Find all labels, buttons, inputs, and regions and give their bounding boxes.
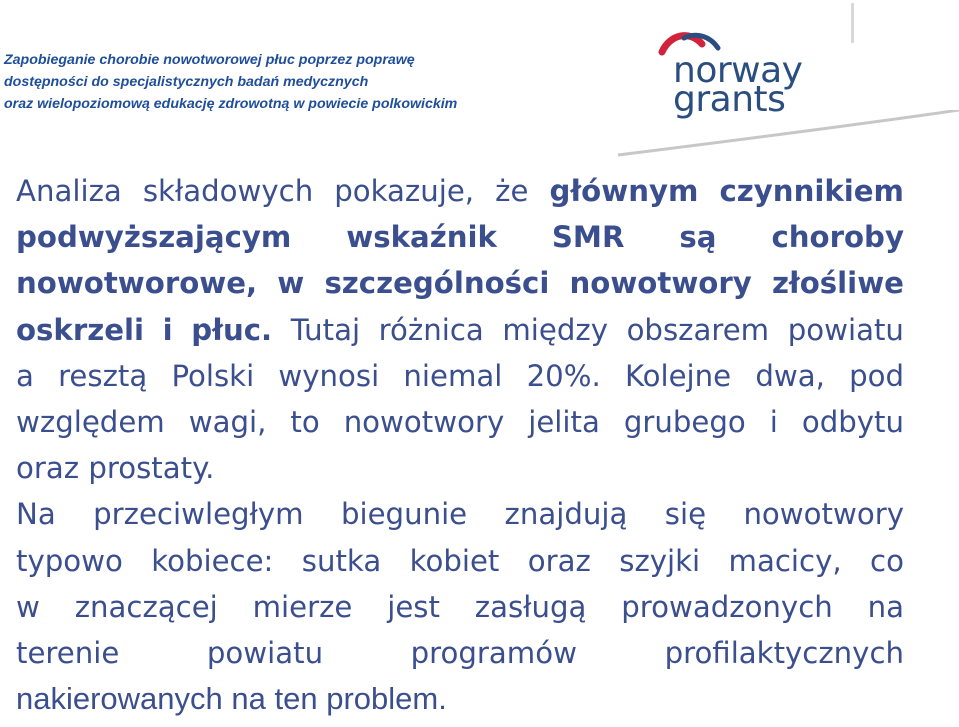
word: przeciwległym bbox=[93, 497, 304, 532]
word: wagi, bbox=[188, 405, 267, 440]
project-title-line: dostępności do specjalistycznych badań medycznych bbox=[4, 74, 369, 90]
word: że bbox=[495, 174, 529, 208]
word: oraz prostaty. bbox=[16, 451, 215, 486]
word: Kolejne bbox=[624, 358, 732, 393]
word: nowotwory bbox=[743, 497, 904, 532]
bold-word: SMR bbox=[551, 220, 625, 255]
word: kobiece: bbox=[151, 543, 274, 578]
bold-word: złośliwe bbox=[771, 266, 904, 301]
word: się bbox=[664, 497, 707, 532]
word: Analiza bbox=[16, 174, 122, 208]
word: między bbox=[502, 312, 608, 347]
word: obszarem bbox=[626, 312, 770, 347]
project-title bbox=[4, 49, 564, 115]
logo-line-1: norway bbox=[673, 50, 803, 91]
word: jelita bbox=[528, 405, 600, 440]
bold-word: wskaźnik bbox=[346, 220, 497, 255]
text-line bbox=[16, 307, 904, 353]
text-line bbox=[16, 399, 904, 445]
divider-line bbox=[851, 3, 854, 43]
word: względem bbox=[16, 405, 165, 440]
bold-word: nowotworowe, bbox=[16, 266, 258, 301]
word: pod bbox=[849, 358, 904, 393]
word: grubego bbox=[623, 405, 746, 440]
text-line bbox=[16, 260, 904, 306]
word: składowych bbox=[142, 174, 314, 208]
word: a bbox=[16, 358, 34, 393]
text-line bbox=[16, 538, 904, 584]
word: typowo bbox=[16, 543, 123, 578]
text-line bbox=[16, 214, 904, 260]
word: sutka bbox=[301, 543, 382, 578]
project-title-line: oraz wielopoziomową edukację zdrowotną w powiecie polkowickim bbox=[4, 96, 458, 112]
word: w bbox=[16, 589, 40, 624]
word: nowotwory bbox=[343, 405, 505, 440]
bold-word: podwyższającym bbox=[16, 220, 292, 255]
bold-word: i bbox=[162, 312, 173, 347]
word: zasługą bbox=[474, 589, 587, 624]
word: mierze bbox=[252, 589, 353, 624]
word: profilaktycznych bbox=[664, 636, 904, 671]
word: Na bbox=[16, 497, 56, 532]
bold-word: głównym bbox=[549, 174, 699, 208]
word: niemal bbox=[403, 358, 503, 393]
word: pokazuje, bbox=[334, 174, 475, 208]
text-line bbox=[16, 168, 904, 214]
bold-word: w bbox=[277, 266, 305, 301]
word: terenie bbox=[16, 636, 120, 671]
word: znaczącej bbox=[74, 589, 218, 624]
bold-word: szczególności bbox=[324, 266, 550, 301]
word: różnica bbox=[378, 312, 484, 347]
body-paragraphs bbox=[16, 168, 904, 722]
text-line bbox=[16, 584, 904, 630]
word: co bbox=[870, 543, 904, 578]
word: biegunie bbox=[340, 497, 468, 532]
bold-word: płuc. bbox=[191, 312, 273, 347]
word: dwa, bbox=[755, 358, 825, 393]
logo-wordmark bbox=[673, 50, 803, 120]
word: szyjki bbox=[619, 543, 701, 578]
text-line bbox=[16, 445, 904, 491]
word: to bbox=[290, 405, 320, 440]
word: na bbox=[867, 589, 904, 624]
text-line bbox=[16, 676, 904, 722]
word: powiatu bbox=[787, 312, 904, 347]
project-title-line: Zapobieganie chorobie nowotworowej płuc poprzez poprawę bbox=[4, 52, 415, 68]
text-line bbox=[16, 630, 904, 676]
word: Polski bbox=[171, 358, 255, 393]
word: i bbox=[769, 405, 778, 440]
word: powiatu bbox=[206, 636, 324, 671]
word: prowadzonych bbox=[621, 589, 833, 624]
text-line bbox=[16, 491, 904, 537]
word: 20%. bbox=[526, 358, 601, 393]
bold-word: choroby bbox=[771, 220, 904, 255]
word: macicy, bbox=[728, 543, 842, 578]
word: znajdują bbox=[504, 497, 628, 532]
word: nakierowanych na ten problem. bbox=[16, 681, 447, 717]
word: odbytu bbox=[801, 405, 904, 440]
bold-word: czynnikiem bbox=[719, 174, 904, 208]
text-line bbox=[16, 353, 904, 399]
word: jest bbox=[387, 589, 440, 624]
logo-line-2: grants bbox=[673, 79, 786, 120]
header-swoosh bbox=[618, 110, 959, 160]
word: programów bbox=[410, 636, 577, 671]
bold-word: nowotwory bbox=[569, 266, 752, 301]
word: Tutaj bbox=[290, 312, 361, 347]
bold-word: oskrzeli bbox=[16, 312, 145, 347]
bold-word: są bbox=[679, 220, 717, 255]
word: oraz bbox=[527, 543, 591, 578]
word: resztą bbox=[58, 358, 148, 393]
word: kobiet bbox=[409, 543, 500, 578]
word: wynosi bbox=[278, 358, 380, 393]
